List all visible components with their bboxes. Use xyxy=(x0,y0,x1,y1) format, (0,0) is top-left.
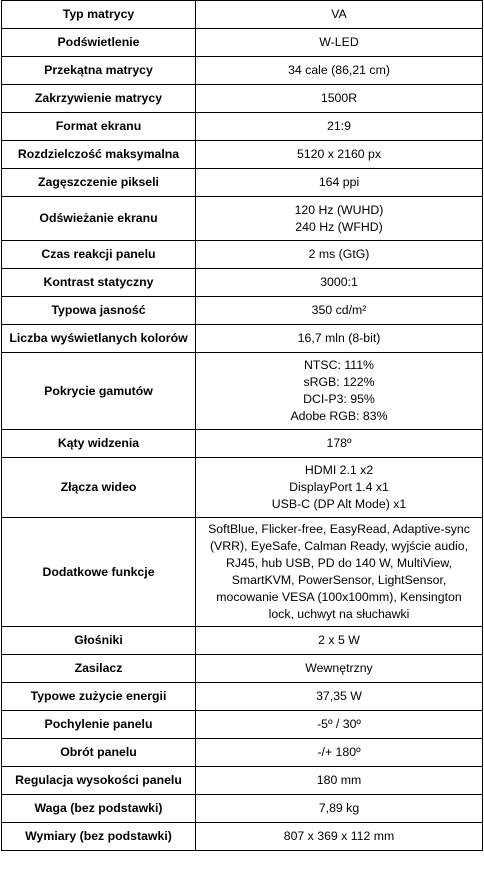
spec-row xyxy=(2,169,483,197)
spec-row xyxy=(2,430,483,458)
spec-value xyxy=(196,767,483,795)
spec-value-line: 21:9 xyxy=(327,119,351,133)
spec-row xyxy=(2,57,483,85)
spec-value-line: 807 x 369 x 112 mm xyxy=(283,829,395,843)
spec-value-line: VA xyxy=(331,7,347,21)
spec-value-line: -5º / 30º xyxy=(317,717,361,731)
spec-label: Pochylenie panelu xyxy=(2,711,196,739)
spec-label: Zasilacz xyxy=(2,655,196,683)
spec-value xyxy=(196,197,483,241)
spec-row xyxy=(2,518,483,627)
spec-value xyxy=(196,1,483,29)
spec-value xyxy=(196,458,483,518)
spec-value-line: 180 mm xyxy=(316,773,362,787)
spec-value: SoftBlue, Flicker-free, EasyRead, Adaptive-sync (VRR), EyeSafe, Calman Ready, wyjście audio, RJ45, hub USB, PD do 140 W, MultiView, SmartKVM, PowerSensor, LightSensor, mocowanie VESA (100x100mm), Kensington lock, uchwyt na słuchawki xyxy=(196,518,483,627)
spec-value-line: sRGB: 122% xyxy=(303,375,375,389)
spec-row xyxy=(2,269,483,297)
spec-value-line: 240 Hz (WFHD) xyxy=(295,219,383,234)
spec-value-line: 350 cd/m² xyxy=(311,303,367,317)
spec-value-line: 16,7 mln (8-bit) xyxy=(297,331,381,345)
spec-value-line: HDMI 2.1 x2 xyxy=(304,463,374,477)
spec-value xyxy=(196,141,483,169)
spec-row xyxy=(2,85,483,113)
spec-row xyxy=(2,795,483,823)
spec-value xyxy=(196,795,483,823)
spec-value-line: Wewnętrzny xyxy=(305,661,373,675)
spec-row xyxy=(2,655,483,683)
spec-label: Format ekranu xyxy=(2,113,196,141)
spec-row xyxy=(2,1,483,29)
spec-value-line: W-LED xyxy=(319,35,359,49)
spec-row xyxy=(2,767,483,795)
spec-value-line: 2 x 5 W xyxy=(318,633,360,647)
spec-row xyxy=(2,353,483,430)
spec-row xyxy=(2,141,483,169)
spec-value-line: DCI-P3: 95% xyxy=(303,392,375,406)
spec-row xyxy=(2,297,483,325)
spec-row xyxy=(2,29,483,57)
spec-value-line: 7,89 kg xyxy=(318,801,360,815)
spec-label: Typowe zużycie energii xyxy=(2,683,196,711)
spec-row xyxy=(2,823,483,851)
spec-value xyxy=(196,739,483,767)
spec-row xyxy=(2,113,483,141)
spec-label: Liczba wyświetlanych kolorów xyxy=(2,325,196,353)
spec-value xyxy=(196,57,483,85)
spec-value-line: USB-C (DP Alt Mode) x1 xyxy=(271,497,407,511)
spec-row xyxy=(2,241,483,269)
spec-label: Wymiary (bez podstawki) xyxy=(2,823,196,851)
spec-value xyxy=(196,241,483,269)
spec-value-line: DisplayPort 1.4 x1 xyxy=(289,480,389,494)
spec-row xyxy=(2,739,483,767)
spec-value xyxy=(196,85,483,113)
spec-value xyxy=(196,169,483,197)
specs-table-body xyxy=(2,1,483,851)
spec-value-line: 37,35 W xyxy=(316,689,362,703)
spec-label: Rozdzielczość maksymalna xyxy=(2,141,196,169)
spec-value-line: -/+ 180º xyxy=(317,745,361,759)
spec-value xyxy=(196,823,483,851)
spec-label: Kontrast statyczny xyxy=(2,269,196,297)
spec-value xyxy=(196,113,483,141)
spec-value-line: 164 ppi xyxy=(318,175,360,189)
spec-value xyxy=(196,711,483,739)
spec-row xyxy=(2,627,483,655)
spec-label: Zagęszczenie pikseli xyxy=(2,169,196,197)
spec-value xyxy=(196,655,483,683)
spec-value xyxy=(196,297,483,325)
spec-value-line: 5120 x 2160 px xyxy=(296,147,382,161)
spec-label: Odświeżanie ekranu xyxy=(2,197,196,241)
spec-value-line: 1500R xyxy=(320,91,358,105)
specs-table xyxy=(1,0,483,851)
spec-row xyxy=(2,683,483,711)
spec-label: Pokrycie gamutów xyxy=(2,353,196,430)
spec-row xyxy=(2,711,483,739)
spec-value xyxy=(196,683,483,711)
spec-label: Typowa jasność xyxy=(2,297,196,325)
spec-value-line: 2 ms (GtG) xyxy=(308,247,370,261)
spec-label: Dodatkowe funkcje xyxy=(2,518,196,627)
spec-row xyxy=(2,458,483,518)
spec-value-line: 3000:1 xyxy=(320,275,358,289)
spec-value-line: Adobe RGB: 83% xyxy=(290,409,388,423)
spec-value xyxy=(196,353,483,430)
spec-value-line: 120 Hz (WUHD) xyxy=(294,202,384,217)
spec-value xyxy=(196,627,483,655)
spec-value-line: NTSC: 111% xyxy=(304,358,374,372)
spec-label: Kąty widzenia xyxy=(2,430,196,458)
spec-value-line: 34 cale (86,21 cm) xyxy=(288,63,390,77)
spec-label: Głośniki xyxy=(2,627,196,655)
spec-value xyxy=(196,29,483,57)
spec-row xyxy=(2,325,483,353)
spec-label: Obrót panelu xyxy=(2,739,196,767)
spec-row xyxy=(2,197,483,241)
spec-label: Złącza wideo xyxy=(2,458,196,518)
spec-value xyxy=(196,325,483,353)
spec-label: Przekątna matrycy xyxy=(2,57,196,85)
spec-value-line: 178º xyxy=(326,436,352,450)
spec-label: Zakrzywienie matrycy xyxy=(2,85,196,113)
spec-label: Regulacja wysokości panelu xyxy=(2,767,196,795)
spec-value xyxy=(196,430,483,458)
spec-label: Podświetlenie xyxy=(2,29,196,57)
spec-label: Czas reakcji panelu xyxy=(2,241,196,269)
spec-label: Typ matrycy xyxy=(2,1,196,29)
spec-value xyxy=(196,269,483,297)
spec-label: Waga (bez podstawki) xyxy=(2,795,196,823)
